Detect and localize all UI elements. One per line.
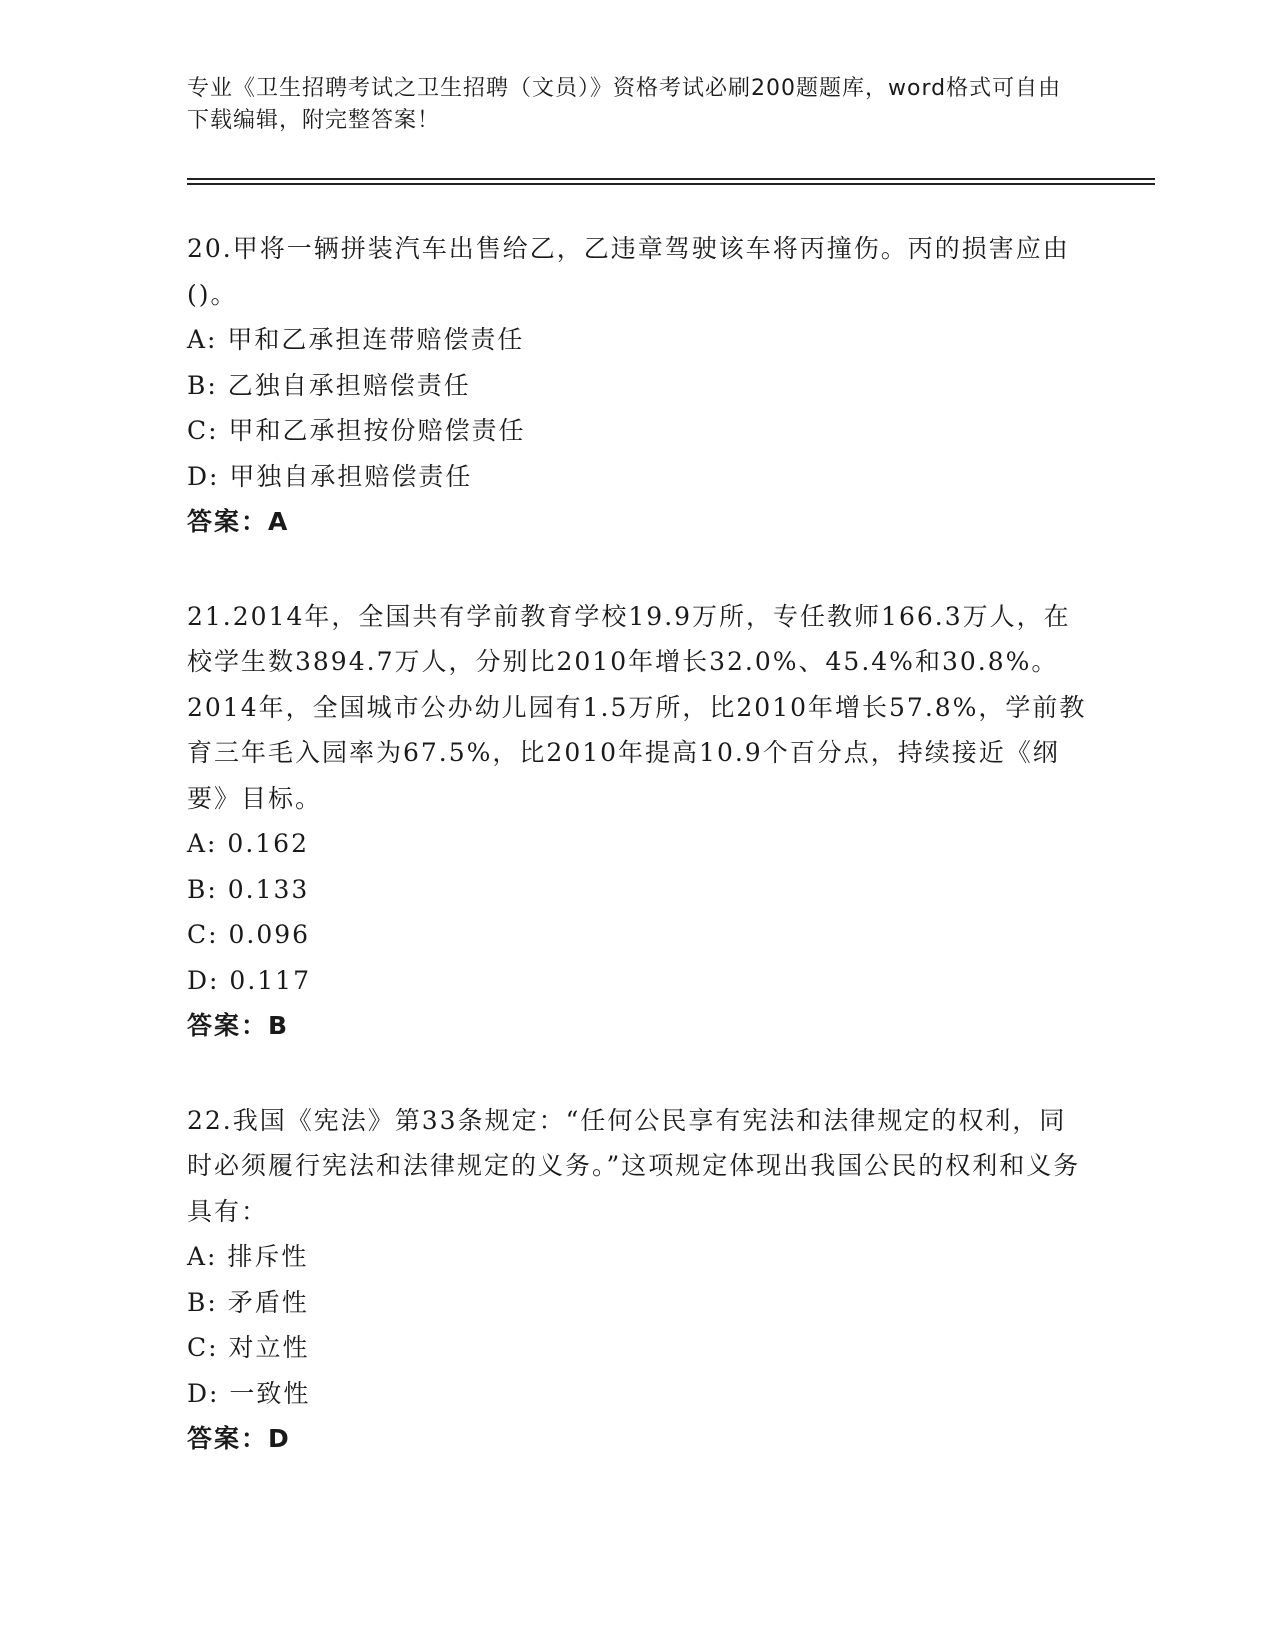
question-stem: 20.甲将一辆拼装汽车出售给乙，乙违章驾驶该车将丙撞伤。丙的损害应由()。: [187, 234, 1070, 309]
answer-label: 答案：D: [187, 1424, 291, 1453]
option-list: [187, 317, 1087, 499]
option-d: D: 一致性: [187, 1378, 311, 1408]
option-a: A: 排斥性: [187, 1242, 309, 1271]
header-rule-bottom: [187, 183, 1155, 185]
question-22: [187, 1098, 1087, 1462]
question-stem: 21.2014年，全国共有学前教育学校19.9万所，专任教师166.3万人，在校学生数3894.7万人，分别比2010年增长32.0%、45.4%和30.8%。2014年，全国城市公办幼儿园有1.5万所，比2010年增长57.8%，学前教育三年毛入园率为67.5%，比2010年提高10.9个百分点，持续接近《纲要》目标。: [187, 601, 1087, 813]
answer-label: 答案：A: [187, 507, 290, 536]
option-list: [187, 1234, 1087, 1416]
question-list: [187, 226, 1087, 1511]
answer-label: 答案：B: [187, 1011, 290, 1040]
option-a: A: 0.162: [187, 829, 309, 858]
question-stem: 22.我国《宪法》第33条规定：“任何公民享有宪法和法律规定的权利，同时必须履行宪法和法律规定的义务。”这项规定体现出我国公民的权利和义务具有：: [187, 1105, 1081, 1226]
option-c: C: 对立性: [187, 1333, 310, 1362]
question-20: [187, 226, 1087, 545]
question-21: [187, 594, 1087, 1049]
option-a: A: 甲和乙承担连带赔偿责任: [187, 325, 525, 354]
option-c: C: 甲和乙承担按份赔偿责任: [187, 416, 526, 445]
option-c: C: 0.096: [187, 920, 311, 949]
option-list: [187, 821, 1087, 1003]
option-b: B: 0.133: [187, 874, 310, 904]
option-d: D: 甲独自承担赔偿责任: [187, 461, 473, 491]
option-b: B: 乙独自承担赔偿责任: [187, 370, 471, 400]
option-b: B: 矛盾性: [187, 1287, 309, 1317]
option-d: D: 0.117: [187, 965, 311, 995]
document-header: 专业《卫生招聘考试之卫生招聘（文员）》资格考试必刷200题题库，word格式可自由下载编辑，附完整答案！: [187, 76, 1062, 133]
header-rule-top: [187, 178, 1155, 180]
